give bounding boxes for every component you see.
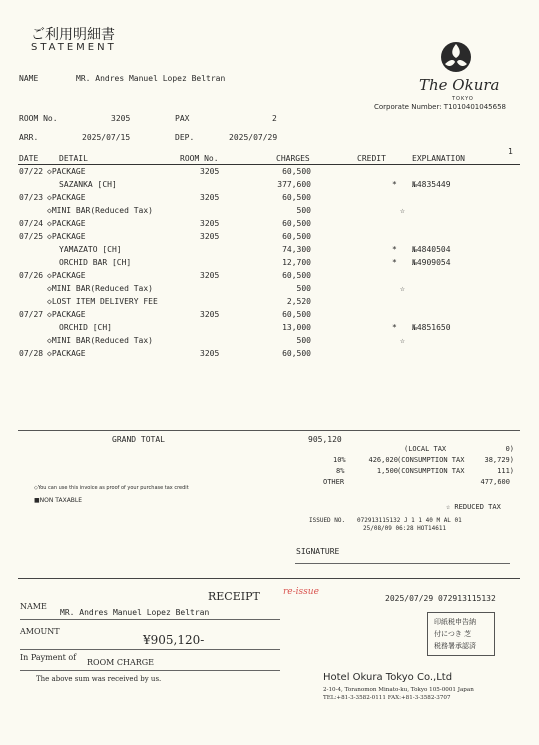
row-charges: 60,500 — [282, 167, 311, 176]
pax-label: PAX — [175, 114, 190, 123]
row-charges: 60,500 — [282, 193, 311, 202]
reduced-tax-note: ☆ REDUCED TAX — [446, 503, 501, 511]
row-credit: ☆ — [400, 284, 405, 293]
issued-line-2: 25/08/09 06:28 HOT14611 — [363, 525, 447, 532]
tax8-value: 111) — [497, 467, 514, 475]
row-detail: ◇LOST ITEM DELIVERY FEE — [47, 297, 158, 306]
amount-line — [20, 649, 280, 650]
column-date: DATE — [19, 154, 39, 163]
row-charges: 60,500 — [282, 232, 311, 241]
row-detail: ◇PACKAGE — [47, 271, 86, 280]
row-date: 07/25 — [19, 232, 44, 241]
row-room: 3205 — [200, 271, 220, 280]
column-room: ROOM No. — [180, 154, 219, 163]
row-expl: №4835449 — [412, 180, 451, 189]
column-explanation: EXPLANATION — [412, 154, 465, 163]
row-detail: ◇PACKAGE — [47, 310, 86, 319]
receipt-amount: ¥905,120- — [143, 633, 205, 647]
row-date: 07/28 — [19, 349, 44, 358]
row-credit: * — [392, 258, 397, 267]
stamp-line-2: 付につき 芝 — [434, 630, 472, 638]
stamp-line-1: 印紙税申告納 — [434, 618, 476, 626]
row-detail: ◇PACKAGE — [47, 349, 86, 358]
row-room: 3205 — [200, 167, 220, 176]
row-room: 3205 — [200, 349, 220, 358]
stamp-line-3: 税務署承認済 — [434, 642, 476, 650]
title-english: STATEMENT — [31, 42, 117, 53]
receipt-guest-name: MR. Andres Manuel Lopez Beltran — [60, 608, 210, 617]
row-date: 07/22 — [19, 167, 44, 176]
row-expl: №4851650 — [412, 323, 451, 332]
receipt-name-line — [20, 619, 280, 620]
grand-total-label: GRAND TOTAL — [112, 435, 165, 444]
tax8-base: 1,500 — [376, 467, 398, 475]
row-charges: 60,500 — [282, 349, 311, 358]
receipt-name-label: NAME — [20, 602, 47, 611]
tax10-rate: 10% — [333, 456, 346, 464]
row-charges: 500 — [296, 336, 311, 345]
row-detail: YAMAZATO [CH] — [59, 245, 122, 254]
arrival-label: ARR. — [19, 133, 39, 142]
row-credit: * — [392, 323, 397, 332]
row-charges: 377,600 — [277, 180, 311, 189]
row-charges: 2,520 — [286, 297, 311, 306]
corporate-number: Corporate Number: T1010401045658 — [374, 103, 506, 111]
row-credit: * — [392, 245, 397, 254]
hotel-logo-sub: TOKYO — [452, 96, 474, 102]
receipt-rule — [18, 578, 520, 579]
tax8-rate: 8% — [336, 467, 345, 475]
departure-label: DEP. — [175, 133, 195, 142]
pax-value: 2 — [272, 114, 277, 123]
payment-line — [20, 670, 280, 671]
row-charges: 74,300 — [282, 245, 311, 254]
payment-label: In Payment of — [20, 653, 77, 662]
row-credit: ☆ — [400, 336, 405, 345]
row-room: 3205 — [200, 310, 220, 319]
row-detail: ◇MINI BAR(Reduced Tax) — [47, 206, 153, 215]
row-charges: 12,700 — [282, 258, 311, 267]
reissue-mark: re-issue — [283, 587, 319, 597]
revenue-stamp-box — [427, 612, 495, 656]
row-detail: SAZANKA [CH] — [59, 180, 117, 189]
row-room: 3205 — [200, 193, 220, 202]
row-expl: №4840504 — [412, 245, 451, 254]
departure-date: 2025/07/29 — [229, 133, 278, 142]
row-detail: ORCHID [CH] — [59, 323, 112, 332]
row-room: 3205 — [200, 219, 220, 228]
issued-line-1: 072913115132 J 1 1 40 M AL 01 — [357, 517, 462, 524]
row-charges: 13,000 — [282, 323, 311, 332]
tax-credit-note: ◇You can use this invoice as proof of your purchase tax credit — [34, 485, 189, 491]
header-rule — [18, 164, 520, 165]
local-tax-label: (LOCAL TAX — [404, 445, 447, 453]
tax8-label: (CONSUMPTION TAX — [397, 467, 465, 475]
local-tax-value: 0) — [505, 445, 514, 453]
issued-label: ISSUED NO. — [309, 517, 346, 524]
row-detail: ◇PACKAGE — [47, 193, 86, 202]
amount-label: AMOUNT — [20, 627, 60, 636]
signature-line — [295, 563, 510, 564]
row-expl: №4909054 — [412, 258, 451, 267]
receipt-date-number: 2025/07/29 072913115132 — [385, 594, 496, 603]
column-credit: CREDIT — [357, 154, 386, 163]
totals-rule — [18, 430, 520, 431]
row-charges: 60,500 — [282, 310, 311, 319]
other-value: 477,600 — [480, 478, 510, 486]
row-charges: 60,500 — [282, 219, 311, 228]
column-detail: DETAIL — [59, 154, 88, 163]
grand-total-value: 905,120 — [308, 435, 342, 444]
received-note: The above sum was received by us. — [36, 675, 162, 683]
row-detail: ◇PACKAGE — [47, 167, 86, 176]
hotel-logo-text: The Okura — [419, 76, 500, 94]
guest-name: MR. Andres Manuel Lopez Beltran — [76, 74, 226, 83]
company-address: 2-10-4, Toranomon Minato-ku, Tokyo 105-0001 Japan — [323, 687, 474, 693]
non-taxable-note: ■NON TAXABLE — [34, 497, 83, 504]
company-tel-fax: TEL:+81-3-3582-0111 FAX:+81-3-3582-3707 — [323, 695, 451, 701]
row-room: 3205 — [200, 232, 220, 241]
row-detail: ◇PACKAGE — [47, 219, 86, 228]
column-charges: CHARGES — [276, 154, 310, 163]
signature-label: SIGNATURE — [296, 547, 340, 556]
row-credit: * — [392, 180, 397, 189]
row-charges: 60,500 — [282, 271, 311, 280]
row-charges: 500 — [296, 206, 311, 215]
row-date: 07/27 — [19, 310, 44, 319]
row-detail: ◇MINI BAR(Reduced Tax) — [47, 284, 153, 293]
row-detail: ORCHID BAR [CH] — [59, 258, 132, 267]
row-date: 07/23 — [19, 193, 44, 202]
room-label: ROOM No. — [19, 114, 58, 123]
other-label: OTHER — [323, 478, 345, 486]
tax10-value: 38,729) — [484, 456, 514, 464]
row-date: 07/26 — [19, 271, 44, 280]
row-detail: ◇MINI BAR(Reduced Tax) — [47, 336, 153, 345]
name-label: NAME — [19, 74, 39, 83]
company-name: Hotel Okura Tokyo Co.,Ltd — [323, 672, 453, 683]
title-japanese: ご利用明細書 — [31, 27, 115, 43]
tax10-label: (CONSUMPTION TAX — [397, 456, 465, 464]
tax10-base: 426,020 — [368, 456, 398, 464]
payment-value: ROOM CHARGE — [87, 658, 155, 667]
row-detail: ◇PACKAGE — [47, 232, 86, 241]
row-credit: ☆ — [400, 206, 405, 215]
okura-logo-icon — [439, 40, 473, 74]
room-number: 3205 — [111, 114, 131, 123]
row-date: 07/24 — [19, 219, 44, 228]
page-number: 1 — [508, 147, 513, 156]
receipt-title: RECEIPT — [208, 590, 260, 603]
row-charges: 500 — [296, 284, 311, 293]
arrival-date: 2025/07/15 — [82, 133, 131, 142]
